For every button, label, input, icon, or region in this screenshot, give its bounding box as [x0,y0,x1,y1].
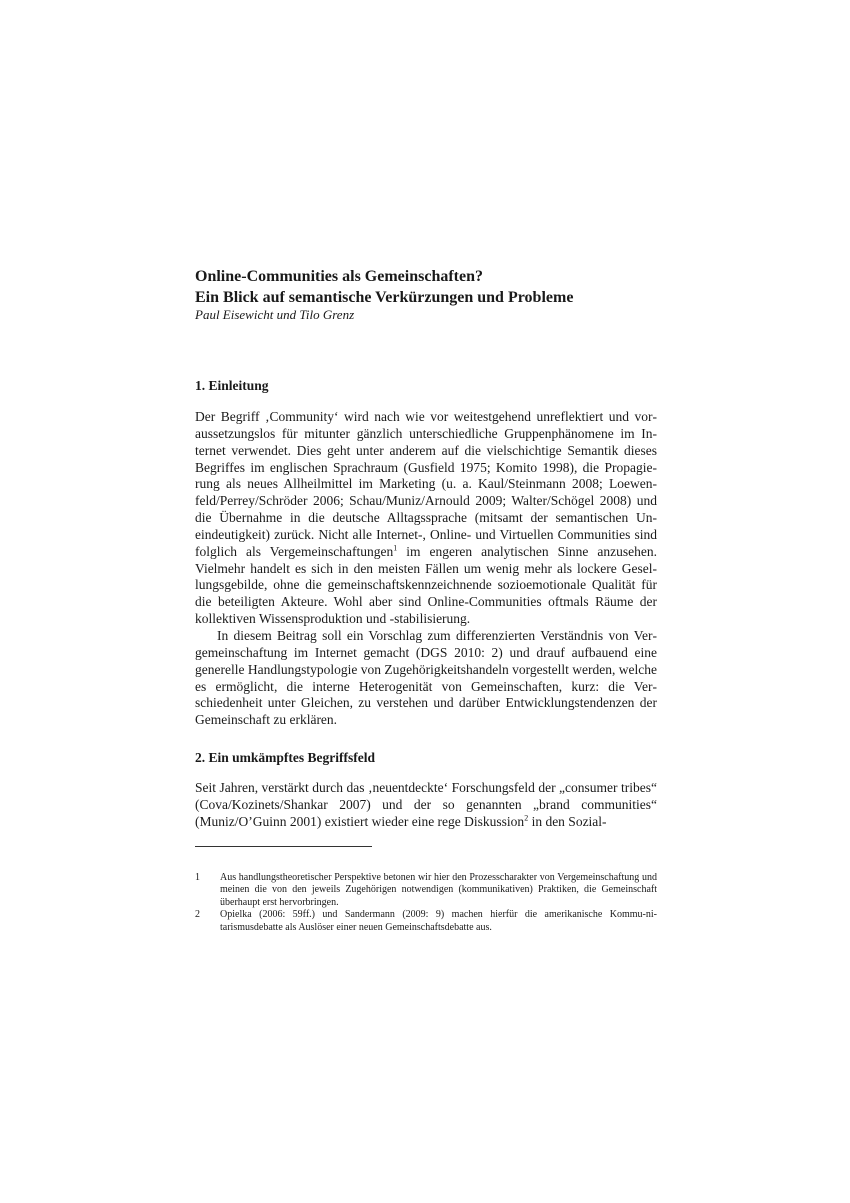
section-heading-einleitung: 1. Einleitung [195,378,269,393]
paragraph-text: im engeren analytischen Sinne anzusehen. Vielmehr handelt es sich in den meisten Fällen um wenig mehr als lockere Gesellungsgebilde, ohne die gemeinschaftskennzeichnende sozioemotionale Qualität für die beteiligten Akteure. Wohl aber sind Online-Communities oftmals Räume der kollektiven Wissensproduktion und -stabilisierung. [195,543,657,627]
footnote-reference: 1 [393,543,398,553]
section-heading-begriffsfeld: 2. Ein umkämpftes Begriffsfeld [195,750,375,765]
paragraph-text: in den Sozial- [528,813,607,829]
footnote-text: Opielka (2006: 59ff.) und Sandermann (2009: 9) machen hierfür die amerikanische Kommu-nitarismusdebatte als Auslöser einer neuen Gemeinschaftsdebatte aus. [220,909,657,933]
footnotes [195,872,657,934]
article-title-line-2: Ein Blick auf semantische Verkürzungen und Probleme [195,289,574,306]
article-authors: Paul Eisewicht und Tilo Grenz [195,307,355,322]
article-title [195,266,657,308]
footnote-number: 2 [195,909,200,921]
paragraph-text: Seit Jahren, verstärkt durch das ‚neuentdeckte‘ Forschungsfeld der „consumer tribes“ (Cova/Kozinets/Shankar 2007) und der so genannten „brand communities“ (Muniz/O’Guinn 2001) existiert wieder eine rege Diskussion [195,780,657,829]
footnote-number: 1 [195,872,200,883]
article-title-line-1: Online-Communities als Gemeinschaften? [195,268,483,285]
footnote [195,872,657,909]
paragraph: In diesem Beitrag soll ein Vorschlag zum differenzierten Verständnis von Vergemeinschaftung im Internet gemacht (DGS 2010: 2) und drauf aufbauend eine generelle Handlungstypologie von Zugehörigkeitshandeln vorgestellt werden, welche es ermöglicht, die interne Heterogenität von Gemeinschaften, kurz: die Verschiedenheit unter Gleichen, zu verstehen und darüber Entwicklungstendenzen der Gemeinschaft zu erklären. [195,627,657,728]
paragraph-text: Der Begriff ‚Community‘ wird nach wie vor weitestgehend unreflektiert und voraussetzungslos für mitunter gänzlich unterschiedliche Gruppenphänomene im Internet verwendet. Dies geht unter anderem auf die vielschichtige Semantik dieses Begriffes im englischen Sprachraum (Gusfield 1975; Komito 1998), die Propagierung als neues Allheilmittel im Marketing (u. a. Kaul/Steinmann 2008; Loewenfeld/Perrey/Schröder 2006; Schau/Muniz/Arnould 2009; Walter/Schögel 2008) und die Übernahme in die deutsche Alltagssprache (mitsamt der semantischen Uneindeutigkeit) zurück. Nicht alle Internet-, Online- und Virtuellen Communities sind folglich als Vergemeinschaftungen [195,409,657,559]
paragraph [195,409,657,628]
footnote-reference: 2 [524,813,529,823]
footnote-divider [195,846,372,847]
paragraph [195,780,657,831]
footnote-text: Aus handlungstheoretischer Perspektive betonen wir hier den Prozesscharakter von Vergemeinschaftung und meinen die von den jeweils Zugehörigen notwendigen (kommunikativen) Praktiken, die Gemeinschaft überhaupt erst hervorbringen. [220,872,657,908]
section-body-begriffsfeld [195,780,657,831]
section-body-einleitung [195,409,657,729]
footnote [195,909,657,934]
